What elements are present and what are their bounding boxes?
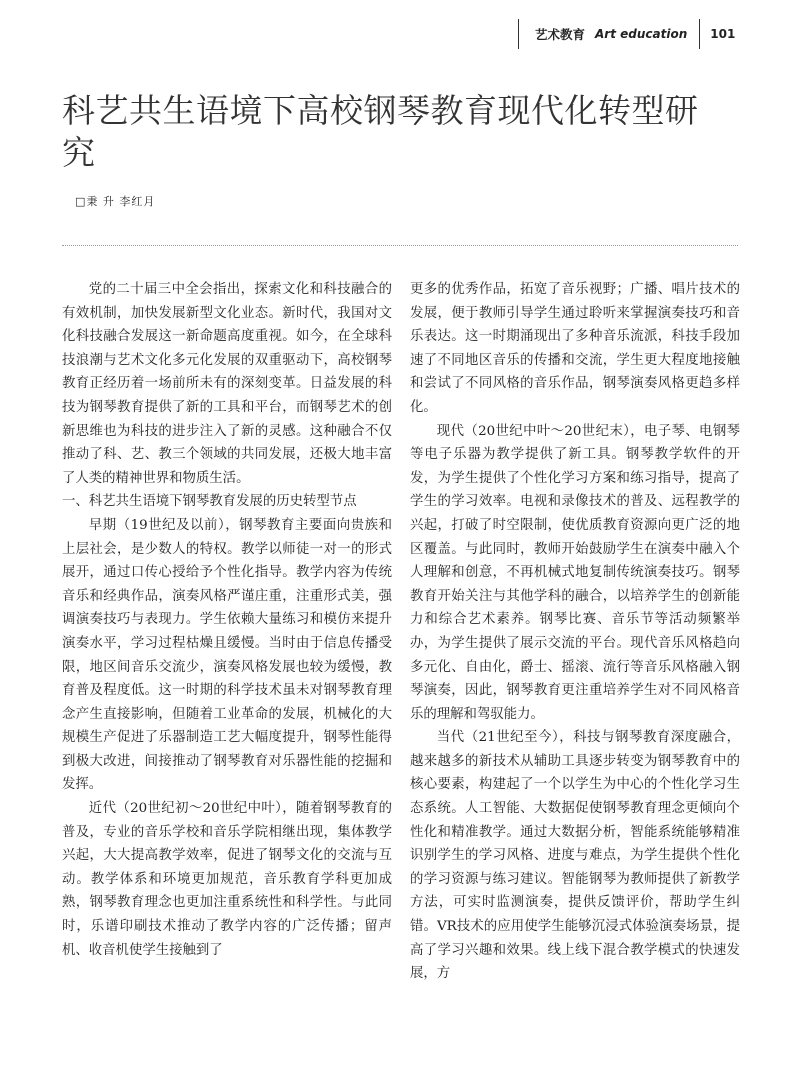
header-section-title-en: Art education [595,27,688,41]
right-column [410,278,740,986]
paragraph: 近代（20世纪初～20世纪中叶），随着钢琴教育的普及，专业的音乐学校和音乐学院相继出现，集体教学兴起，大大提高教学效率，促进了钢琴文化的交流与互动。教学体系和环境更加规范，音乐教育学科更加成熟，钢琴教育理念也更加注重系统性和科学性。与此同时，乐谱印刷技术推动了教学内容的广泛传播；留声机、收音机使学生接触到了 [62,801,392,958]
dotted-separator [62,245,738,246]
article-authors: □秉 升 李红月 [75,195,156,208]
section-heading: 一、科艺共生语境下钢琴教育发展的历史转型节点 [62,494,357,510]
paragraph: 现代（20世纪中叶～20世纪末），电子琴、电钢琴等电子乐器为教学提供了新工具。钢琴教学软件的开发，为学生提供了个性化学习方案和练习指导，提高了学生的学习效率。电视和录像技术的普及、远程教学的兴起，打破了时空限制，使优质教育资源向更广泛的地区覆盖。与此同时，教师开始鼓励学生在演奏中融入个人理解和创意，不再机械式地复制传统演奏技巧。钢琴教育开始关注与其他学科的融合，以培养学生的创新能力和综合艺术素养。钢琴比赛、音乐节等活动频繁举办，为学生提供了展示交流的平台。现代音乐风格趋向多元化、自由化，爵士、摇滚、流行等音乐风格融入钢琴演奏，因此，钢琴教育更注重培养学生对不同风格音乐的理解和驾驭能力。 [410,423,740,722]
header-divider [699,19,700,49]
left-column [62,278,392,962]
paragraph: 当代（21世纪至今），科技与钢琴教育深度融合，越来越多的新技术从辅助工具逐步转变为钢琴教育中的核心要素，构建起了一个以学生为中心的个性化学习生态系统。人工智能、大数据促使钢琴教育理念更倾向个性化和精准教学。通过大数据分析，智能系统能够精准识别学生的学习风格、进度与难点，为学生提供个性化的学习资源与练习建议。智能钢琴为教师提供了新教学方法，可实时监测演奏，提供反馈评价，帮助学生纠错。VR技术的应用使学生能够沉浸式体验演奏场景，提高了学习兴趣和效果。线上线下混合教学模式的快速发展，方 [410,730,740,982]
header-divider [518,19,519,49]
header-section-title: 艺术教育 [535,27,586,42]
page-number: 101 [710,27,736,41]
paragraph-continued: 更多的优秀作品，拓宽了音乐视野；广播、唱片技术的发展，便于教师引导学生通过聆听来掌握演奏技巧和音乐表达。这一时期涌现出了多种音乐流派，科技手段加速了不同地区音乐的传播和交流，学生更大程度地接触和尝试了不同风格的音乐作品，钢琴演奏风格更趋多样化。 [410,282,740,415]
paragraph: 党的二十届三中全会指出，探索文化和科技融合的有效机制，加快发展新型文化业态。新时代，我国对文化科技融合发展这一新命题高度重视。如今，在全球科技浪潮与艺术文化多元化发展的双重驱动下，高校钢琴教育正经历着一场前所未有的深刻变革。日益发展的科技为钢琴教育提供了新的工具和平台，而钢琴艺术的创新思维也为科技的进步注入了新的灵感。这种融合不仅推动了科、艺、教三个领域的共同发展，还极大地丰富了人类的精神世界和物质生活。 [62,282,392,486]
running-header [518,18,735,50]
paragraph: 早期（19世纪及以前），钢琴教育主要面向贵族和上层社会，是少数人的特权。教学以师徒一对一的形式展开，通过口传心授给予个性化指导。教学内容为传统音乐和经典作品，演奏风格严谨庄重，注重形式美，强调演奏技巧与表现力。学生依赖大量练习和模仿来提升演奏水平，学习过程枯燥且缓慢。当时由于信息传播受限，地区间音乐交流少，演奏风格发展也较为缓慢，教育普及程度低。这一时期的科学技术虽未对钢琴教育理念产生直接影响，但随着工业革命的发展，机械化的大规模生产促进了乐器制造工艺大幅度提升，钢琴性能得到极大改进，间接推动了钢琴教育对乐器性能的挖掘和发挥。 [62,517,392,793]
article-title: 科艺共生语境下高校钢琴教育现代化转型研究 [62,91,699,172]
